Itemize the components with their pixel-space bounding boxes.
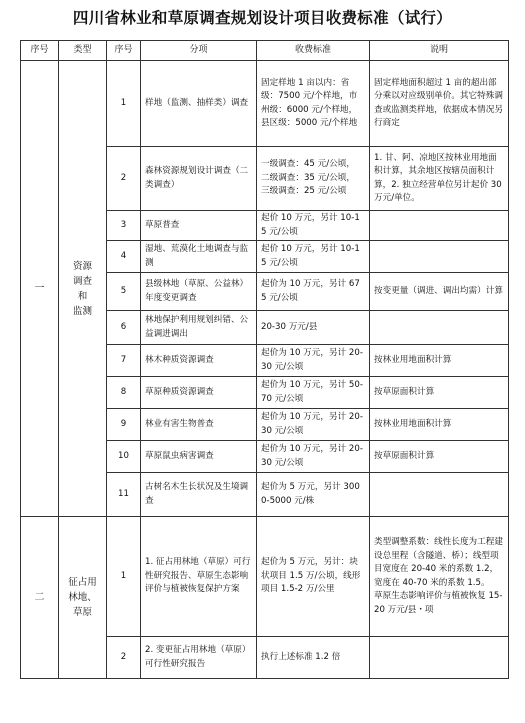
item-number-cell: 2: [107, 637, 141, 679]
table-row: [21, 61, 509, 147]
note-cell: 按林业用地面积计算: [370, 409, 509, 441]
item-name-cell: 草原普查: [141, 211, 257, 241]
header-type: 类型: [59, 41, 107, 61]
item-name-cell: 2. 变更征占用林地（草原）可行性研究报告: [141, 637, 257, 679]
fee-standard-cell: 起价为 10 万元，另计 20-30 元/公顷: [257, 345, 370, 377]
header-group-no: 序号: [21, 41, 59, 61]
item-name-cell: 古树名木生长状况及生境调查: [141, 473, 257, 517]
item-number-cell: 9: [107, 409, 141, 441]
item-number-cell: 1: [107, 517, 141, 637]
item-number-cell: 1: [107, 61, 141, 147]
item-name-cell: 样地（监测、抽样类）调查: [141, 61, 257, 147]
fee-standard-cell: 固定样地 1 亩以内：省级：7500 元/个样地，市州级：6000 元/个样地，县区级：5000 元/个样地: [257, 61, 370, 147]
fee-standard-cell: 起价为 5 万元，另计 3000-5000 元/株: [257, 473, 370, 517]
header-note: 说明: [370, 41, 509, 61]
item-name-cell: 林业有害生物普查: [141, 409, 257, 441]
fee-standard-cell: 起价为 10 万元，另计 20-30 元/公顷: [257, 441, 370, 473]
fee-standard-cell: 执行上述标准 1.2 倍: [257, 637, 370, 679]
note-cell: 固定样地面积超过 1 亩的超出部分乘以对应级别单价。其它特殊调查或监测类样地，依据成本情况另行商定: [370, 61, 509, 147]
fee-standard-cell: 20-30 万元/县: [257, 311, 370, 345]
note-cell: 按林业用地面积计算: [370, 345, 509, 377]
note-cell: 按草原面积计算: [370, 377, 509, 409]
item-number-cell: 4: [107, 241, 141, 273]
fee-standard-cell: 起价为 10 万元，另计 20-30 元/公顷: [257, 409, 370, 441]
fee-standard-cell: 起价 10 万元，另计 10-15 元/公顷: [257, 241, 370, 273]
header-item-no: 序号: [107, 41, 141, 61]
note-cell: [370, 241, 509, 273]
item-name-cell: 林木种质资源调查: [141, 345, 257, 377]
fee-standard-cell: 起价为 10 万元，另计 50-70 元/公顷: [257, 377, 370, 409]
fee-standard-cell: 起价为 5 万元，另计：块状项目 1.5 万/公顷，线形项目 1.5-2 万/公里: [257, 517, 370, 637]
item-name-cell: 森林资源规划设计调查（二类调查）: [141, 147, 257, 211]
note-cell: 类型调整系数：线性长度为工程建设总里程（含隧道、桥）；线型项目宽度在 20-40 米的系数 1.2，宽度在 40-70 米的系数 1.5。 草原生态影响评价与植被恢复 15-20 万元/县・项: [370, 517, 509, 637]
table-row: [21, 517, 509, 637]
item-number-cell: 11: [107, 473, 141, 517]
item-name-cell: 林地保护利用规划纠错、公益调进调出: [141, 311, 257, 345]
note-cell: [370, 637, 509, 679]
item-number-cell: 7: [107, 345, 141, 377]
item-name-cell: 草原鼠虫病害调查: [141, 441, 257, 473]
item-number-cell: 10: [107, 441, 141, 473]
note-cell: 1. 甘、阿、凉地区按林业用地面积计算，其余地区按辖员面积计算，2. 独立经营单位另计起价 30 万元/单位。: [370, 147, 509, 211]
group-number-cell: 一: [21, 61, 59, 517]
fee-standard-table: [20, 40, 509, 679]
table-header-row: [21, 41, 509, 61]
item-number-cell: 5: [107, 273, 141, 311]
fee-standard-cell: 起价为 10 万元，另计 675 元/公顷: [257, 273, 370, 311]
header-item: 分项: [141, 41, 257, 61]
item-name-cell: 1. 征占用林地（草原）可行性研究报告、草原生态影响评价与植被恢复保护方案: [141, 517, 257, 637]
table-body: [21, 61, 509, 679]
item-name-cell: 湿地、荒漠化土地调查与监测: [141, 241, 257, 273]
document-title: 四川省林业和草原调查规划设计项目收费标准（试行）: [72, 9, 453, 27]
fee-standard-cell: 一级调查：45 元/公顷， 二级调查：35 元/公顷， 三级调查：25 元/公顷: [257, 147, 370, 211]
item-name-cell: 草原种质资源调查: [141, 377, 257, 409]
group-type-cell: 征占用 林地、 草原: [59, 517, 107, 679]
item-number-cell: 6: [107, 311, 141, 345]
item-number-cell: 2: [107, 147, 141, 211]
fee-standard-cell: 起价 10 万元，另计 10-15 元/公顷: [257, 211, 370, 241]
item-number-cell: 3: [107, 211, 141, 241]
note-cell: 按变更量（调进、调出均需）计算: [370, 273, 509, 311]
item-name-cell: 县级林地（草原、公益林）年度变更调查: [141, 273, 257, 311]
group-number-cell: 二: [21, 517, 59, 679]
note-cell: 按草原面积计算: [370, 441, 509, 473]
item-number-cell: 8: [107, 377, 141, 409]
group-type-cell: 资源 调查 和 监测: [59, 61, 107, 517]
note-cell: [370, 473, 509, 517]
note-cell: [370, 211, 509, 241]
header-fee: 收费标准: [257, 41, 370, 61]
note-cell: [370, 311, 509, 345]
